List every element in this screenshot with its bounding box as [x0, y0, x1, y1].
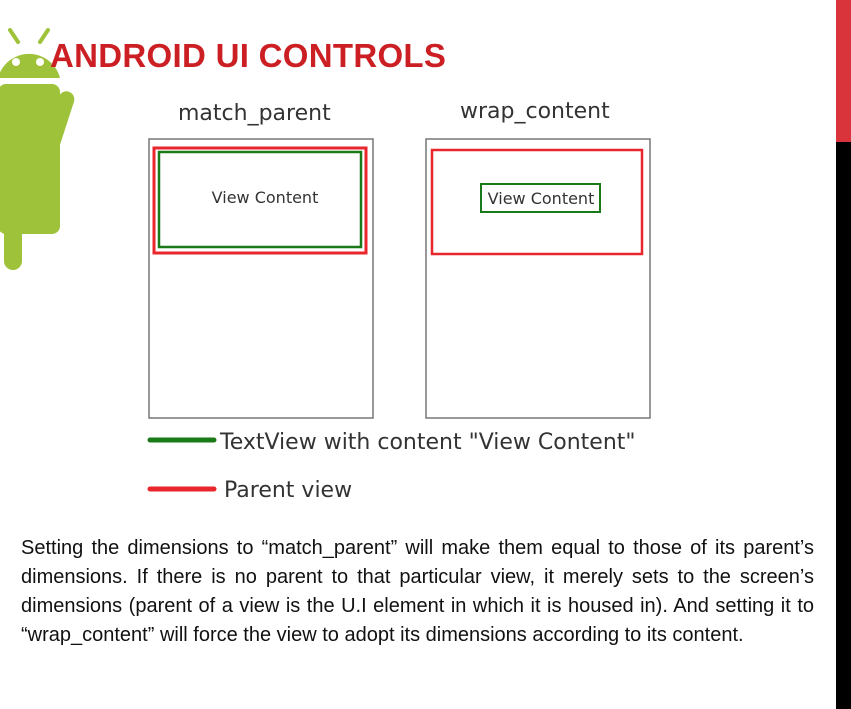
match-parent-view-content: View Content — [211, 188, 319, 207]
match-parent-screen — [149, 139, 373, 418]
legend-label-textview: TextView with content "View Content" — [220, 430, 636, 455]
wrap-content-label: wrap_content — [460, 99, 610, 124]
match-parent-label: match_parent — [178, 101, 331, 126]
wrap-content-view-content: View Content — [487, 189, 595, 208]
slide-title: ANDROID UI CONTROLS — [50, 37, 447, 74]
legend-label-parent: Parent view — [224, 478, 353, 503]
wrap-content-screen — [426, 139, 650, 418]
body-paragraph: Setting the dimensions to “match_parent” will make them equal to those of its parent’s dimensions. If there is no parent to that particular view, it merely sets to the screen’s dimensions (parent of a view is the U.I element in which it is housed in). And setting it to “wrap_content” will force the view to adopt its dimensions according to its content. — [21, 537, 814, 646]
